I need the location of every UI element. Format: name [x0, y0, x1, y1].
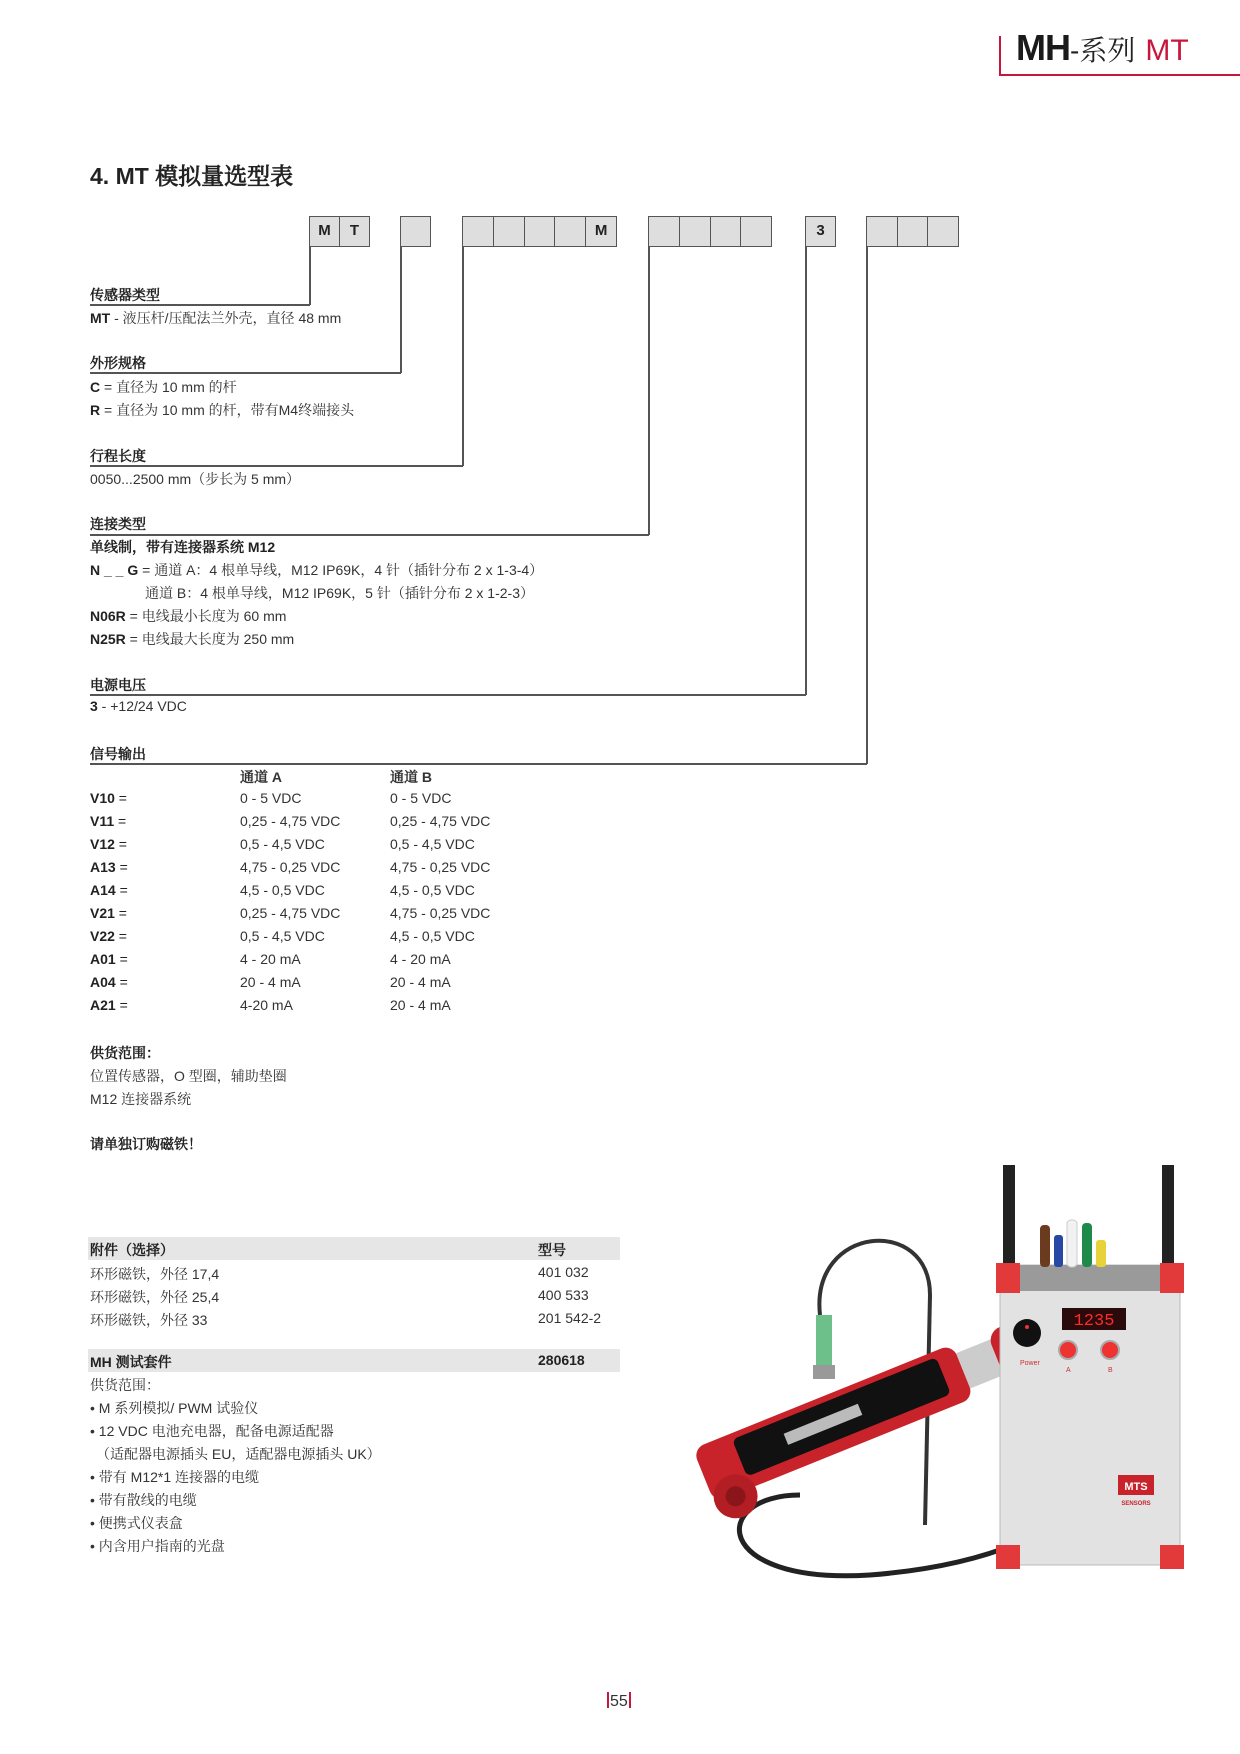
shape-option-r: R = 直径为 10 mm 的杆，带有M4终端接头 — [90, 402, 355, 418]
connection-option-n06r: N06R = 电线最小长度为 60 mm — [90, 608, 287, 624]
test-kit-item: • 12 VDC 电池充电器，配备电源适配器 — [90, 1423, 334, 1439]
code-box-group-shape — [400, 216, 431, 247]
svg-text:SENSORS: SENSORS — [1121, 1501, 1151, 1507]
code-box-group-supply — [805, 216, 836, 247]
header-accent-horizontal — [999, 74, 1240, 76]
code-cell — [867, 217, 898, 246]
page-number: 55 — [606, 1692, 632, 1711]
header-accent-vertical — [999, 36, 1001, 76]
connection-option-nxxg: N _ _ G = 通道 A：4 根单导线，M12 IP69K，4 针（插针分布 2 x 1-3-4） — [90, 562, 544, 578]
connector-line — [866, 247, 868, 764]
code-cell — [525, 217, 556, 246]
test-kit-item: • 带有 M12*1 连接器的电缆 — [90, 1469, 260, 1485]
connector-line — [648, 247, 650, 535]
stroke-text: 0050...2500 mm（步长为 5 mm） — [90, 471, 301, 487]
series-mid: -系列 — [1070, 35, 1136, 66]
svg-text:Power: Power — [1020, 1360, 1040, 1367]
code-cell: 3 — [816, 222, 825, 239]
test-kit-item: • 便携式仪表盒 — [90, 1515, 183, 1531]
section-underline — [90, 534, 649, 536]
signal-heading: 信号输出 — [90, 746, 146, 762]
code-cell — [898, 217, 929, 246]
test-kit-code: 280618 — [538, 1352, 585, 1368]
delivery-heading: 供货范围： — [90, 1045, 160, 1061]
section-underline — [90, 694, 806, 696]
test-kit-item: • M 系列模拟/ PWM 试验仪 — [90, 1400, 259, 1416]
code-box-group-type — [309, 216, 370, 247]
sensor-type-text: MT - 液压杆/压配法兰外壳，直径 48 mm — [90, 310, 342, 326]
code-cell — [711, 217, 742, 246]
connector-line — [805, 247, 807, 695]
connection-option-nxxg-b: 通道 B：4 根单导线，M12 IP69K，5 针（插针分布 2 x 1-2-3） — [145, 585, 534, 601]
magnet-note: 请单独订购磁铁！ — [90, 1136, 202, 1152]
accessory-row: 环形磁铁，外径 25,4 400 533 — [90, 1287, 589, 1305]
delivery-line: M12 连接器系统 — [90, 1091, 192, 1107]
test-kit-item: （适配器电源插头 EU，适配器电源插头 UK） — [96, 1446, 381, 1462]
accessories-header-name: 附件（选择） — [90, 1242, 174, 1258]
supply-text: 3 - +12/24 VDC — [90, 698, 187, 714]
connection-subheading: 单线制，带有连接器系统 M12 — [90, 539, 276, 555]
accessory-row: 环形磁铁，外径 33 201 542-2 — [90, 1310, 602, 1328]
connector-line — [462, 247, 464, 466]
test-kit-item: • 内含用户指南的光盘 — [90, 1538, 225, 1554]
connector-line — [309, 247, 311, 305]
delivery-line: 位置传感器，O 型圈，辅助垫圈 — [90, 1068, 287, 1084]
test-kit-header — [88, 1349, 620, 1372]
series-bold: MH — [1016, 27, 1070, 68]
sensor-type-heading: 传感器类型 — [90, 287, 160, 303]
code-box-group-stroke — [462, 216, 617, 247]
svg-text:A: A — [1066, 1367, 1071, 1374]
svg-text:1235: 1235 — [1073, 1312, 1115, 1331]
code-cell — [463, 217, 494, 246]
code-cell — [928, 217, 958, 246]
accessories-header — [88, 1237, 620, 1260]
code-cell — [401, 217, 430, 246]
accessories-header-code: 型号 — [538, 1242, 566, 1258]
connection-heading: 连接类型 — [90, 516, 146, 532]
code-cell — [741, 217, 771, 246]
connector-line — [400, 247, 402, 373]
col-b-header: 通道 B — [390, 769, 432, 785]
supply-heading: 电源电压 — [90, 677, 146, 693]
accessory-row: 环形磁铁，外径 17,4 401 032 — [90, 1264, 589, 1282]
code-box-group-signal — [866, 216, 959, 247]
series-red: MT — [1145, 34, 1189, 67]
shape-heading: 外形规格 — [90, 355, 146, 371]
code-cell — [680, 217, 711, 246]
shape-option-c: C = 直径为 10 mm 的杆 — [90, 379, 237, 395]
col-a-header: 通道 A — [240, 769, 282, 785]
connection-option-n25r: N25R = 电线最大长度为 250 mm — [90, 631, 295, 647]
code-cell — [494, 217, 525, 246]
code-cell — [555, 217, 586, 246]
code-cell: M — [594, 222, 608, 239]
product-photo-test-kit — [670, 1165, 1190, 1585]
code-cell: M — [310, 217, 340, 246]
svg-text:MTS: MTS — [1124, 1481, 1148, 1493]
code-box-group-connection — [648, 216, 772, 247]
stroke-heading: 行程长度 — [90, 448, 146, 464]
code-cell — [649, 217, 680, 246]
page-title: 4. MT 模拟量选型表 — [90, 163, 294, 189]
svg-text:B: B — [1108, 1367, 1113, 1374]
section-underline — [90, 763, 867, 765]
code-cell: T — [349, 222, 360, 239]
test-kit-name: MH 测试套件 — [90, 1354, 172, 1370]
test-kit-scope-label: 供货范围： — [90, 1377, 160, 1393]
test-kit-item: • 带有散线的电缆 — [90, 1492, 197, 1508]
series-header — [1016, 26, 1189, 73]
